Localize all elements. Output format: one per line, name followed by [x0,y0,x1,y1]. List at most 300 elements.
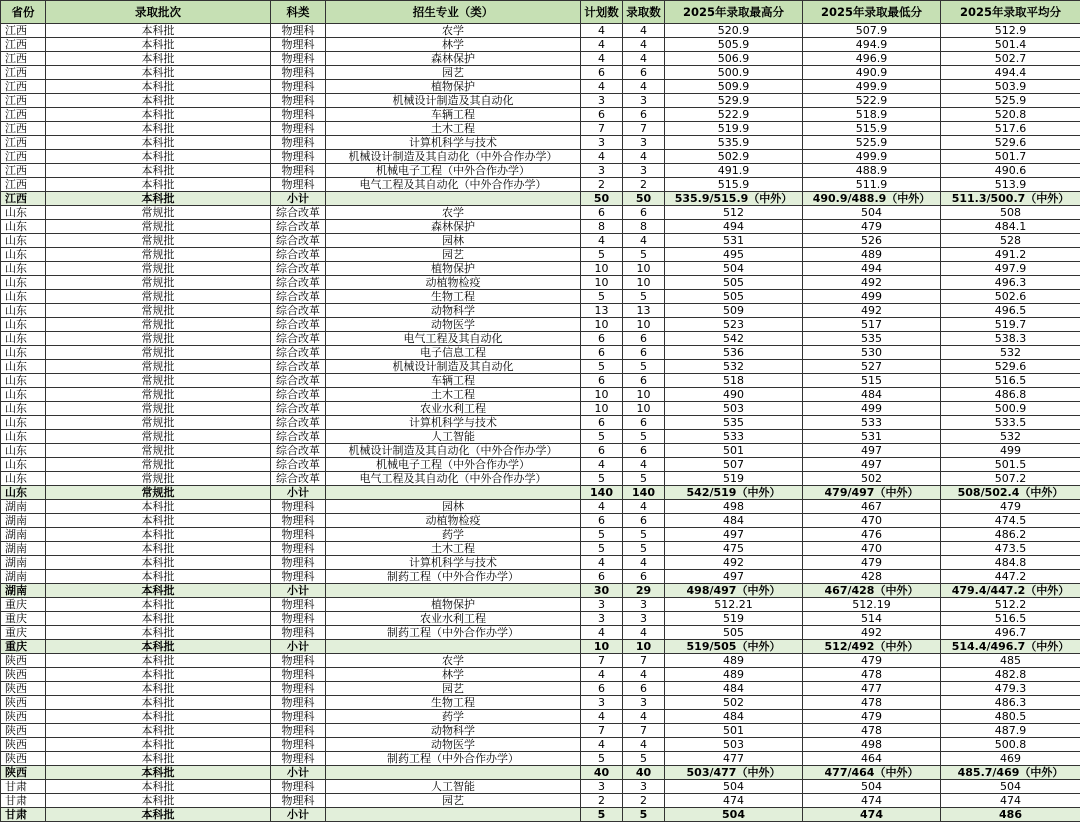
table-row [1,738,1080,752]
avg-score-cell: 502.6 [941,290,1080,304]
batch-cell: 常规批 [46,444,271,458]
category-cell: 物理科 [271,94,326,108]
category-cell: 小计 [271,766,326,780]
major-cell: 森林保护 [326,220,581,234]
plan-count-cell: 5 [581,472,623,486]
category-cell: 物理科 [271,528,326,542]
table-row [1,780,1080,794]
major-cell: 药学 [326,528,581,542]
batch-cell: 本科批 [46,80,271,94]
admit-count-cell: 40 [623,766,665,780]
column-header: 招生专业（类） [326,1,581,24]
category-cell: 物理科 [271,570,326,584]
admit-count-cell: 2 [623,178,665,192]
avg-score-cell: 516.5 [941,612,1080,626]
table-row [1,626,1080,640]
avg-score-cell: 501.5 [941,458,1080,472]
min-score-cell: 474 [803,794,941,808]
plan-count-cell: 6 [581,332,623,346]
plan-count-cell: 10 [581,388,623,402]
avg-score-cell: 486.3 [941,696,1080,710]
min-score-cell: 470 [803,542,941,556]
subtotal-row [1,486,1080,500]
table-row [1,472,1080,486]
min-score-cell: 533 [803,416,941,430]
avg-score-cell: 525.9 [941,94,1080,108]
min-score-cell: 531 [803,430,941,444]
avg-score-cell: 514.4/496.7（中外） [941,640,1080,654]
major-cell: 机械设计制造及其自动化 [326,94,581,108]
plan-count-cell: 4 [581,738,623,752]
min-score-cell: 535 [803,332,941,346]
province-cell: 山东 [1,458,46,472]
admit-count-cell: 5 [623,248,665,262]
avg-score-cell: 497.9 [941,262,1080,276]
avg-score-cell: 538.3 [941,332,1080,346]
avg-score-cell: 520.8 [941,108,1080,122]
plan-count-cell: 5 [581,360,623,374]
major-cell: 药学 [326,710,581,724]
avg-score-cell: 474 [941,794,1080,808]
min-score-cell: 479 [803,220,941,234]
province-cell: 湖南 [1,514,46,528]
subtotal-row [1,640,1080,654]
max-score-cell: 518 [665,374,803,388]
category-cell: 小计 [271,808,326,822]
plan-count-cell: 4 [581,80,623,94]
max-score-cell: 509.9 [665,80,803,94]
batch-cell: 常规批 [46,388,271,402]
province-cell: 重庆 [1,626,46,640]
avg-score-cell: 496.5 [941,304,1080,318]
category-cell: 物理科 [271,626,326,640]
table-row [1,136,1080,150]
min-score-cell: 479/497（中外） [803,486,941,500]
category-cell: 小计 [271,486,326,500]
category-cell: 综合改革 [271,304,326,318]
admit-count-cell: 5 [623,542,665,556]
major-cell: 农业水利工程 [326,402,581,416]
category-cell: 物理科 [271,80,326,94]
max-score-cell: 498 [665,500,803,514]
province-cell: 重庆 [1,598,46,612]
province-cell: 江西 [1,94,46,108]
plan-count-cell: 6 [581,66,623,80]
avg-score-cell: 482.8 [941,668,1080,682]
category-cell: 小计 [271,640,326,654]
plan-count-cell: 3 [581,164,623,178]
plan-count-cell: 3 [581,612,623,626]
major-cell: 林学 [326,668,581,682]
major-cell: 农业水利工程 [326,612,581,626]
avg-score-cell: 500.9 [941,402,1080,416]
avg-score-cell: 484.8 [941,556,1080,570]
plan-count-cell: 10 [581,402,623,416]
max-score-cell: 498/497（中外） [665,584,803,598]
major-cell: 土木工程 [326,542,581,556]
table-row [1,444,1080,458]
table-row [1,108,1080,122]
category-cell: 综合改革 [271,318,326,332]
min-score-cell: 464 [803,752,941,766]
avg-score-cell: 507.2 [941,472,1080,486]
admit-count-cell: 3 [623,612,665,626]
major-cell [326,808,581,822]
max-score-cell: 519 [665,472,803,486]
province-cell: 陕西 [1,724,46,738]
min-score-cell: 511.9 [803,178,941,192]
batch-cell: 常规批 [46,472,271,486]
plan-count-cell: 5 [581,542,623,556]
avg-score-cell: 513.9 [941,178,1080,192]
max-score-cell: 504 [665,780,803,794]
major-cell: 动物医学 [326,318,581,332]
plan-count-cell: 7 [581,654,623,668]
min-score-cell: 497 [803,458,941,472]
avg-score-cell: 486.8 [941,388,1080,402]
category-cell: 物理科 [271,696,326,710]
province-cell: 陕西 [1,752,46,766]
batch-cell: 本科批 [46,724,271,738]
plan-count-cell: 7 [581,724,623,738]
avg-score-cell: 512.9 [941,24,1080,38]
major-cell: 森林保护 [326,52,581,66]
avg-score-cell: 490.6 [941,164,1080,178]
table-row [1,542,1080,556]
admit-count-cell: 4 [623,52,665,66]
max-score-cell: 503 [665,738,803,752]
province-cell: 山东 [1,290,46,304]
province-cell: 陕西 [1,738,46,752]
table-row [1,794,1080,808]
plan-count-cell: 7 [581,122,623,136]
category-cell: 物理科 [271,556,326,570]
avg-score-cell: 474.5 [941,514,1080,528]
admit-count-cell: 3 [623,780,665,794]
province-cell: 陕西 [1,668,46,682]
max-score-cell: 509 [665,304,803,318]
major-cell: 车辆工程 [326,108,581,122]
category-cell: 综合改革 [271,206,326,220]
batch-cell: 本科批 [46,626,271,640]
min-score-cell: 526 [803,234,941,248]
min-score-cell: 494.9 [803,38,941,52]
max-score-cell: 492 [665,556,803,570]
major-cell: 电气工程及其自动化（中外合作办学） [326,472,581,486]
avg-score-cell: 503.9 [941,80,1080,94]
table-row [1,276,1080,290]
column-header: 计划数 [581,1,623,24]
batch-cell: 常规批 [46,458,271,472]
province-cell: 山东 [1,206,46,220]
admit-count-cell: 4 [623,24,665,38]
batch-cell: 本科批 [46,654,271,668]
admit-count-cell: 3 [623,164,665,178]
max-score-cell: 489 [665,654,803,668]
admit-count-cell: 5 [623,472,665,486]
admit-count-cell: 3 [623,94,665,108]
min-score-cell: 522.9 [803,94,941,108]
province-cell: 江西 [1,164,46,178]
major-cell [326,192,581,206]
max-score-cell: 515.9 [665,178,803,192]
batch-cell: 常规批 [46,234,271,248]
min-score-cell: 474 [803,808,941,822]
province-cell: 陕西 [1,766,46,780]
major-cell: 机械设计制造及其自动化 [326,360,581,374]
batch-cell: 本科批 [46,528,271,542]
major-cell: 计算机科学与技术 [326,416,581,430]
admit-count-cell: 10 [623,262,665,276]
max-score-cell: 532 [665,360,803,374]
column-header: 录取批次 [46,1,271,24]
avg-score-cell: 485 [941,654,1080,668]
avg-score-cell: 480.5 [941,710,1080,724]
min-score-cell: 514 [803,612,941,626]
category-cell: 物理科 [271,612,326,626]
admit-count-cell: 5 [623,808,665,822]
table-row [1,654,1080,668]
batch-cell: 常规批 [46,346,271,360]
batch-cell: 本科批 [46,150,271,164]
min-score-cell: 504 [803,206,941,220]
max-score-cell: 484 [665,514,803,528]
admit-count-cell: 6 [623,682,665,696]
category-cell: 物理科 [271,24,326,38]
table-row [1,360,1080,374]
table-row [1,724,1080,738]
province-cell: 江西 [1,150,46,164]
max-score-cell: 535 [665,416,803,430]
category-cell: 物理科 [271,66,326,80]
category-cell: 物理科 [271,738,326,752]
plan-count-cell: 10 [581,276,623,290]
avg-score-cell: 528 [941,234,1080,248]
min-score-cell: 492 [803,304,941,318]
category-cell: 物理科 [271,794,326,808]
batch-cell: 常规批 [46,220,271,234]
table-row [1,402,1080,416]
plan-count-cell: 5 [581,290,623,304]
major-cell: 动物科学 [326,724,581,738]
category-cell: 综合改革 [271,290,326,304]
min-score-cell: 517 [803,318,941,332]
max-score-cell: 489 [665,668,803,682]
avg-score-cell: 479 [941,500,1080,514]
plan-count-cell: 4 [581,710,623,724]
plan-count-cell: 6 [581,444,623,458]
province-cell: 江西 [1,136,46,150]
table-row [1,52,1080,66]
category-cell: 综合改革 [271,444,326,458]
avg-score-cell: 491.2 [941,248,1080,262]
province-cell: 山东 [1,374,46,388]
category-cell: 综合改革 [271,360,326,374]
admit-count-cell: 3 [623,696,665,710]
max-score-cell: 495 [665,248,803,262]
batch-cell: 常规批 [46,318,271,332]
plan-count-cell: 4 [581,234,623,248]
province-cell: 甘肃 [1,808,46,822]
batch-cell: 本科批 [46,780,271,794]
category-cell: 物理科 [271,598,326,612]
admit-count-cell: 10 [623,388,665,402]
batch-cell: 本科批 [46,514,271,528]
min-score-cell: 490.9/488.9（中外） [803,192,941,206]
table-row [1,556,1080,570]
admit-count-cell: 4 [623,500,665,514]
avg-score-cell: 499 [941,444,1080,458]
plan-count-cell: 30 [581,584,623,598]
province-cell: 湖南 [1,570,46,584]
category-cell: 物理科 [271,514,326,528]
batch-cell: 本科批 [46,66,271,80]
min-score-cell: 499 [803,402,941,416]
table-row [1,248,1080,262]
admit-count-cell: 7 [623,654,665,668]
major-cell: 人工智能 [326,430,581,444]
max-score-cell: 503 [665,402,803,416]
max-score-cell: 491.9 [665,164,803,178]
major-cell: 动物科学 [326,304,581,318]
table-row [1,570,1080,584]
subtotal-row [1,766,1080,780]
min-score-cell: 515.9 [803,122,941,136]
admit-count-cell: 5 [623,528,665,542]
major-cell: 机械设计制造及其自动化（中外合作办学） [326,444,581,458]
min-score-cell: 512/492（中外） [803,640,941,654]
major-cell: 土木工程 [326,122,581,136]
avg-score-cell: 486 [941,808,1080,822]
batch-cell: 本科批 [46,752,271,766]
category-cell: 综合改革 [271,430,326,444]
table-row [1,206,1080,220]
admit-count-cell: 7 [623,122,665,136]
batch-cell: 常规批 [46,276,271,290]
batch-cell: 本科批 [46,598,271,612]
category-cell: 物理科 [271,150,326,164]
category-cell: 物理科 [271,682,326,696]
province-cell: 湖南 [1,542,46,556]
column-header: 2025年录取最高分 [665,1,803,24]
category-cell: 物理科 [271,724,326,738]
major-cell: 生物工程 [326,290,581,304]
batch-cell: 本科批 [46,668,271,682]
plan-count-cell: 4 [581,626,623,640]
plan-count-cell: 6 [581,570,623,584]
table-row [1,668,1080,682]
batch-cell: 常规批 [46,486,271,500]
major-cell: 植物保护 [326,598,581,612]
category-cell: 物理科 [271,38,326,52]
max-score-cell: 512 [665,206,803,220]
min-score-cell: 479 [803,654,941,668]
min-score-cell: 479 [803,710,941,724]
max-score-cell: 507 [665,458,803,472]
plan-count-cell: 5 [581,430,623,444]
category-cell: 综合改革 [271,458,326,472]
max-score-cell: 505 [665,276,803,290]
province-cell: 甘肃 [1,794,46,808]
batch-cell: 本科批 [46,794,271,808]
min-score-cell: 478 [803,696,941,710]
min-score-cell: 478 [803,724,941,738]
category-cell: 综合改革 [271,402,326,416]
batch-cell: 本科批 [46,94,271,108]
max-score-cell: 519.9 [665,122,803,136]
province-cell: 陕西 [1,696,46,710]
major-cell: 农学 [326,206,581,220]
province-cell: 山东 [1,220,46,234]
min-score-cell: 489 [803,248,941,262]
plan-count-cell: 40 [581,766,623,780]
major-cell: 计算机科学与技术 [326,136,581,150]
max-score-cell: 503/477（中外） [665,766,803,780]
category-cell: 物理科 [271,164,326,178]
avg-score-cell: 485.7/469（中外） [941,766,1080,780]
category-cell: 综合改革 [271,416,326,430]
plan-count-cell: 8 [581,220,623,234]
province-cell: 江西 [1,52,46,66]
min-score-cell: 484 [803,388,941,402]
batch-cell: 本科批 [46,178,271,192]
admit-count-cell: 6 [623,416,665,430]
admit-count-cell: 4 [623,626,665,640]
batch-cell: 本科批 [46,542,271,556]
max-score-cell: 484 [665,682,803,696]
province-cell: 湖南 [1,500,46,514]
admit-count-cell: 6 [623,514,665,528]
category-cell: 物理科 [271,500,326,514]
category-cell: 物理科 [271,710,326,724]
major-cell: 机械电子工程（中外合作办学） [326,164,581,178]
plan-count-cell: 140 [581,486,623,500]
province-cell: 山东 [1,360,46,374]
max-score-cell: 504 [665,262,803,276]
plan-count-cell: 4 [581,38,623,52]
avg-score-cell: 501.4 [941,38,1080,52]
major-cell: 计算机科学与技术 [326,556,581,570]
plan-count-cell: 3 [581,598,623,612]
max-score-cell: 533 [665,430,803,444]
major-cell: 园林 [326,234,581,248]
column-header: 2025年录取最低分 [803,1,941,24]
table-row [1,612,1080,626]
admit-count-cell: 4 [623,458,665,472]
plan-count-cell: 5 [581,248,623,262]
table-row [1,388,1080,402]
category-cell: 物理科 [271,108,326,122]
column-header: 省份 [1,1,46,24]
province-cell: 江西 [1,108,46,122]
batch-cell: 常规批 [46,206,271,220]
max-score-cell: 542/519（中外） [665,486,803,500]
major-cell: 动植物检疫 [326,276,581,290]
avg-score-cell: 529.6 [941,136,1080,150]
batch-cell: 常规批 [46,290,271,304]
column-header: 录取数 [623,1,665,24]
batch-cell: 常规批 [46,416,271,430]
min-score-cell: 494 [803,262,941,276]
subtotal-row [1,192,1080,206]
admit-count-cell: 3 [623,598,665,612]
admit-count-cell: 6 [623,374,665,388]
province-cell: 江西 [1,122,46,136]
province-cell: 山东 [1,430,46,444]
batch-cell: 本科批 [46,192,271,206]
province-cell: 山东 [1,472,46,486]
major-cell: 电气工程及其自动化（中外合作办学） [326,178,581,192]
